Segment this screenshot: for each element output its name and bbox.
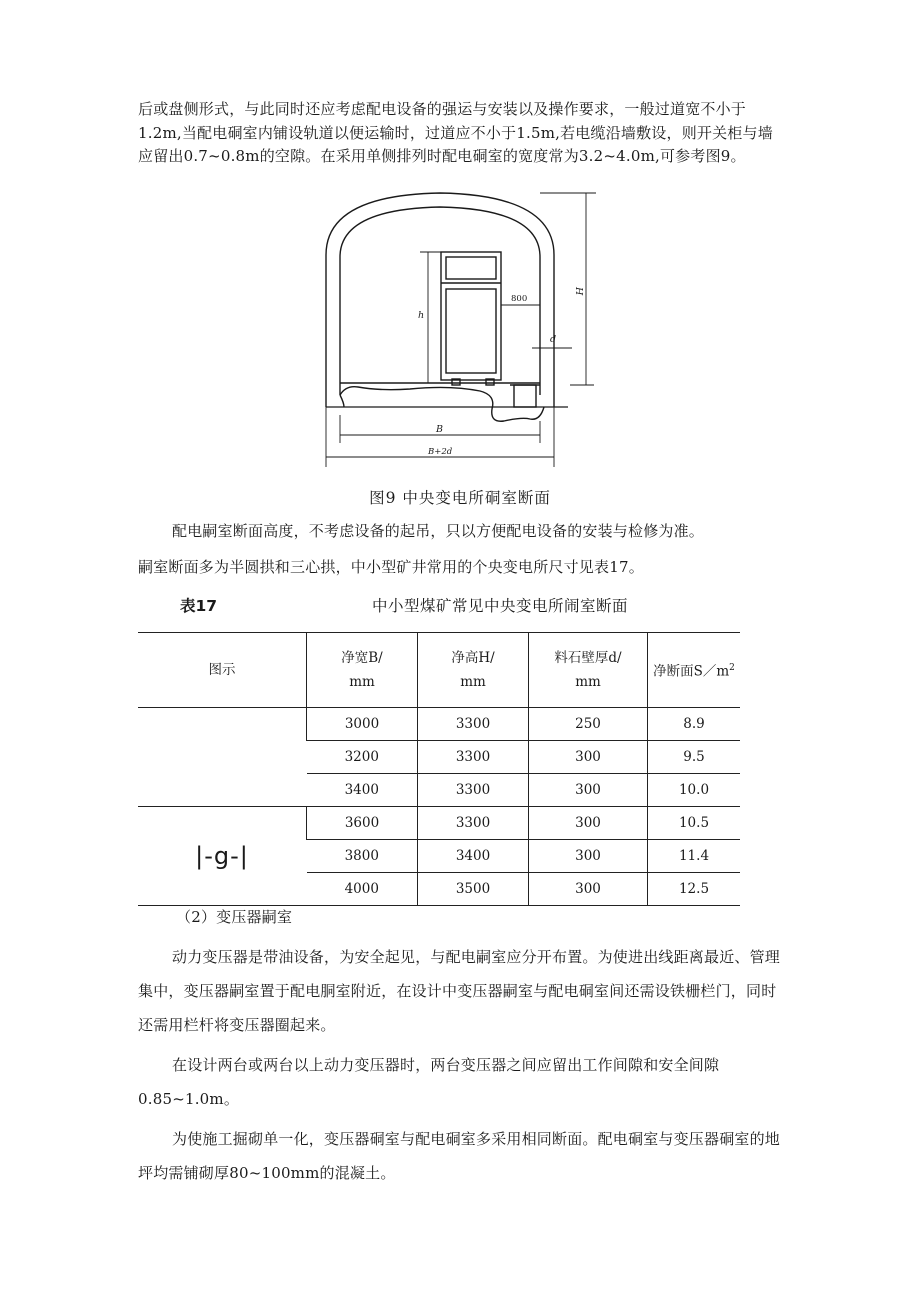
header-wall-thickness: 料石壁厚d/ mm (529, 633, 648, 708)
para6-line-1: 为使施工掘砌单一化，变压器硐室与配电硐室多采用相同断面。配电硐室与变压器硐室的地 (172, 1130, 781, 1148)
para2-line: 配电嗣室断面高度，不考虑设备的起吊，只以方便配电设备的安装与检修为准。 (172, 522, 705, 540)
header-figure: 图示 (138, 633, 307, 708)
para4-line-1: 动力变压器是带油设备，为安全起见，与配电嗣室应分开布置。为使进出线距离最近、管理 (172, 948, 781, 966)
table-row: 3000 3300 250 8.9 (138, 708, 740, 741)
para6-line-2: 坪均需铺砌厚80~100mm的混凝土。 (138, 1164, 396, 1182)
table-title: 中小型煤矿常见中央变电所闹室断面 (372, 597, 629, 615)
dim-H-label: H (573, 287, 584, 296)
figure-caption: 图9 中央变电所硐室断面 (369, 489, 551, 507)
paragraph-chamber-height (138, 520, 812, 544)
header-net-section: 净断面$S/m^2$ (648, 633, 741, 708)
paragraph-transformer-gap (138, 1048, 778, 1116)
para4-line-2: 集中，变压器嗣室置于配电胴室附近，在设计中变压器嗣室与配电硐室间还需设铁栅栏门，同时 (138, 982, 777, 1000)
intro-line-3: 应留出0.7~0.8m的空隙。在采用单侧排列时配电硐室的宽度常为3.2~4.0m,可参考图9。 (138, 147, 746, 165)
paragraph-floor (138, 1122, 781, 1190)
table-header-row (138, 633, 740, 708)
header-width: 净宽B/ mm (307, 633, 418, 708)
para4-line-3: 还需用栏杆将变压器圈起来。 (138, 1016, 336, 1034)
cable-trench (514, 385, 536, 407)
chamber-cross-section-figure (300, 185, 600, 475)
figure-cell-group2: |-g-| (138, 807, 307, 906)
intro-paragraph (138, 98, 778, 169)
table-row: 4000 3500 300 12.5 (138, 873, 740, 906)
table-label: 表17 (180, 597, 218, 615)
dim-h-label: h (418, 310, 425, 321)
para5-line-1: 在设计两台或两台以上动力变压器时，两台变压器之间应留出工作间隙和安全间隙 (172, 1056, 720, 1074)
table-row: 3200 3300 300 9.5 (138, 741, 740, 774)
paragraph-transformer (138, 940, 781, 1042)
section-heading: （2）变压器嗣室 (176, 908, 293, 926)
dim-800-label: 800 (511, 294, 528, 304)
switch-cabinet (441, 252, 501, 380)
paragraph-chamber-section (138, 556, 778, 580)
dim-B2d-label: B+2d (428, 447, 453, 457)
table-row: 3800 3400 300 11.4 (138, 840, 740, 873)
intro-line-1: 后或盘侧形式，与此同时还应考虑配电设备的强运与安装以及操作要求，一般过道宽不小于 (138, 100, 747, 118)
inner-arch (340, 207, 540, 395)
table-row: 3400 3300 300 10.0 (138, 774, 740, 807)
intro-line-2: 1.2m,当配电硐室内铺设轨道以便运输时，过道应不小于1.5m,若电缆沿墙敷设，则开关柜与墙 (138, 123, 773, 142)
header-height: 净高H/ mm (418, 633, 529, 708)
para3-line: 嗣室断面多为半圆拱和三心拱，中小型矿井常用的个央变电所尺寸见表17。 (138, 558, 644, 576)
figure-cell-group1 (138, 708, 307, 807)
substation-chamber-table (138, 632, 740, 906)
para5-line-2: 0.85~1.0m。 (138, 1090, 240, 1108)
dim-B-label: B (436, 424, 443, 435)
table-row: |-g-| 3600 3300 300 10.5 (138, 807, 740, 840)
dim-d-label: d (550, 334, 557, 345)
